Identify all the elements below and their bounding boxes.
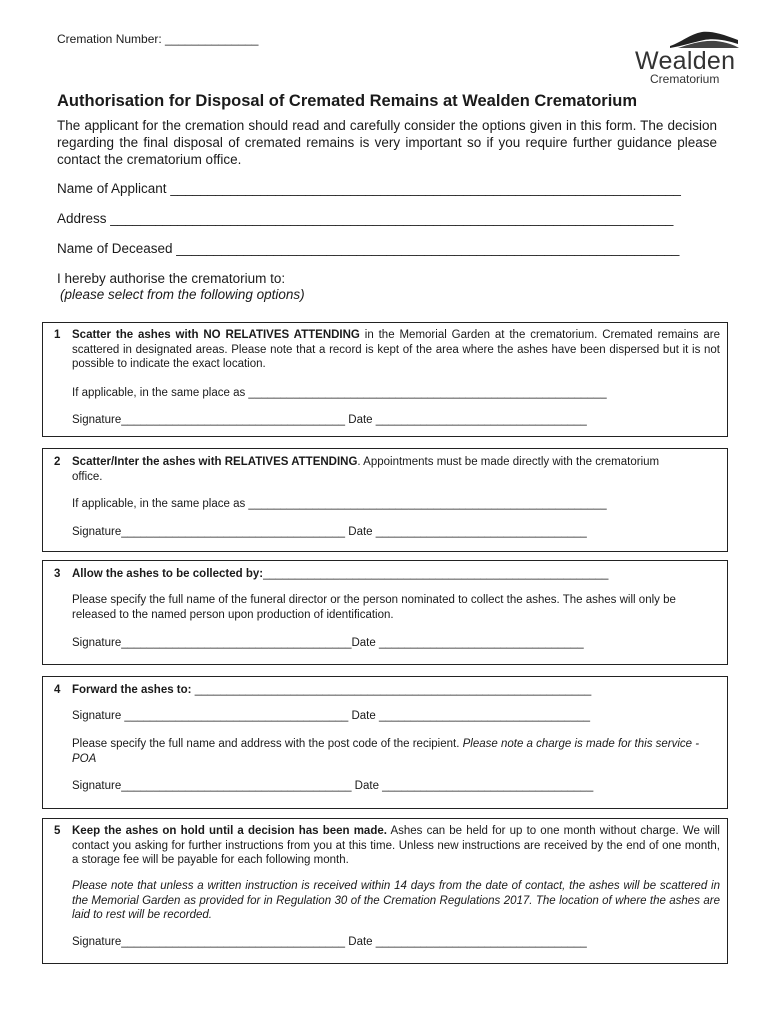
page-title: Authorisation for Disposal of Cremated Remains at Wealden Crematorium [57, 92, 638, 110]
option-3-instructions: Please specify the full name of the funeral director or the person nominated to collect the ashes. The ashes will only be released to the named person upon production of identification. [72, 594, 676, 621]
option-4-instructions: Please specify the full name and address with the post code of the recipient. Please note a charge is made for this service - POA [72, 738, 700, 765]
cremation-number-field[interactable]: Cremation Number: ______________ [57, 32, 259, 46]
option-3-collector-field[interactable]: Allow the ashes to be collected by:______________________________________________________ [72, 568, 609, 580]
option-2-box [42, 448, 728, 552]
option-4-box [42, 676, 728, 809]
options-hint: (please select from the following options) [60, 287, 305, 302]
authorise-statement: I hereby authorise the crematorium to: [57, 271, 286, 286]
signature-date-field[interactable]: Signature___________________________________ Date _________________________________ [72, 526, 587, 538]
option-number: 5 [54, 825, 61, 837]
address-field[interactable]: Address ___________________________________________________________________________ [57, 211, 674, 226]
signature-date-field[interactable]: Signature ___________________________________ Date _________________________________ [72, 710, 591, 722]
signature-date-field[interactable]: Signature___________________________________ Date _________________________________ [72, 936, 587, 948]
same-place-field[interactable]: If applicable, in the same place as ________________________________________________________ [72, 387, 607, 399]
option-4-recipient-field[interactable]: Forward the ashes to: ______________________________________________________________ [72, 684, 592, 696]
option-5-note: Please note that unless a written instruction is received within 14 days from the date of contact, the ashes will be scattered in the Memorial Garden as provided for in Regulation 30 of the Cremation Regulations 2017. The location of where the ashes are laid to rest will be recorded. [72, 880, 720, 921]
option-5-description[interactable]: Keep the ashes on hold until a decision has been made. Ashes can be held for up to one month without charge. We will contact you asking for further instructions from you at this time. Unless new instructions are received by the end of one month, a storage fee will be payable for each following month. [72, 825, 720, 866]
signature-date-field[interactable]: Signature____________________________________Date ________________________________ [72, 637, 584, 649]
intro-paragraph: The applicant for the cremation should read and carefully consider the options given in this form. The decision regarding the final disposal of cremated remains is very important so if you require further guidance please contact the crematorium office. [57, 118, 717, 167]
option-number: 4 [54, 684, 61, 696]
signature-date-field[interactable]: Signature___________________________________ Date _________________________________ [72, 414, 587, 426]
option-2-description[interactable]: Scatter/Inter the ashes with RELATIVES ATTENDING. Appointments must be made directly with the crematorium office. [72, 456, 660, 483]
option-number: 1 [54, 329, 61, 341]
signature-date-field[interactable]: Signature____________________________________ Date _________________________________ [72, 780, 594, 792]
option-number: 2 [54, 456, 61, 468]
option-3-box [42, 560, 728, 665]
option-5-box [42, 818, 728, 964]
option-1-description[interactable]: Scatter the ashes with NO RELATIVES ATTENDING in the Memorial Garden at the crematorium. Cremated remains are scattered in designated areas. Please note that a record is kept of the area where the ashes have been dispersed but it is not possible to indicate the exact location. [72, 329, 720, 370]
logo-subtitle: Crematorium [650, 72, 720, 86]
deceased-name-field[interactable]: Name of Deceased ___________________________________________________________________ [57, 241, 680, 256]
option-number: 3 [54, 568, 61, 580]
option-1-box [42, 322, 728, 437]
same-place-field[interactable]: If applicable, in the same place as ________________________________________________________ [72, 498, 607, 510]
applicant-name-field[interactable]: Name of Applicant ____________________________________________________________________ [57, 181, 681, 196]
logo-name: Wealden [635, 47, 736, 75]
wealden-logo [632, 28, 742, 84]
